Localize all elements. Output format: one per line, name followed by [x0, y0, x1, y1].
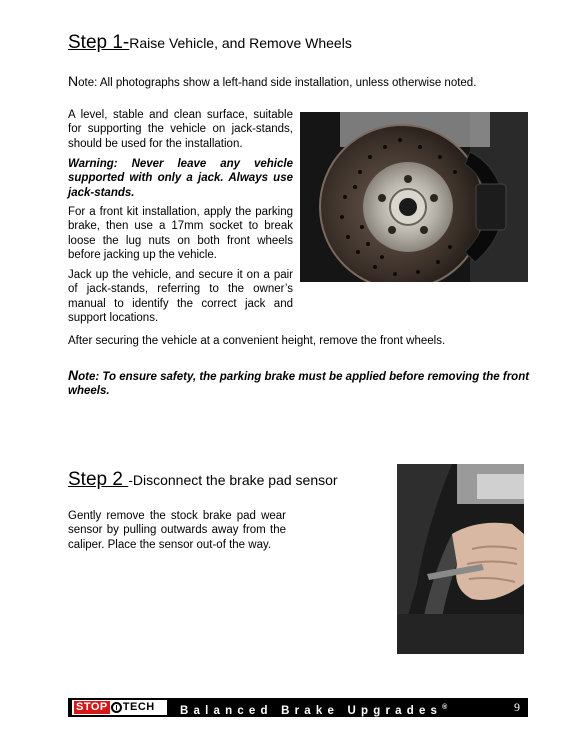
- step1-paragraph-2: For a front kit installation, apply the parking brake, then use a 17mm socket to break loose the lug nuts on both front wheels before jacking up the vehicle.: [68, 206, 293, 261]
- step1-paragraph-1: A level, stable and clean surface, suitable for supporting the vehicle on jack-stands, should be used for the installation.: [68, 109, 293, 150]
- footer-tagline: [180, 700, 447, 719]
- note-initial: N: [68, 73, 79, 89]
- step1-number: Step 1-: [68, 32, 130, 53]
- footer-bar: [68, 698, 528, 717]
- step2-title: -Disconnect the brake pad sensor: [128, 472, 338, 488]
- step2-heading: [68, 469, 338, 491]
- logo-tech: TECH: [122, 701, 155, 713]
- step1-paragraph-4: After securing the vehicle at a convenient height, remove the front wheels.: [68, 335, 446, 347]
- page-number: 9: [514, 700, 520, 714]
- step1-note-2: [68, 368, 533, 399]
- brake-rotor-illustration: [300, 112, 528, 282]
- step1-note: [68, 74, 476, 90]
- step1-paragraph-3: Jack up the vehicle, and secure it on a pair of jack-stands, referring to the owner’s manual to identify the correct jack and support locations.: [68, 269, 293, 324]
- step1-title: Raise Vehicle, and Remove Wheels: [129, 35, 352, 51]
- brake-sensor-photo: [397, 464, 524, 654]
- tagline-text: Balanced Brake Upgrades: [180, 704, 443, 717]
- note2-text: ote: To ensure safety, the parking brake must be applied before removing the front wheels.: [68, 371, 530, 398]
- note2-initial: N: [68, 367, 79, 383]
- note-text: ote: All photographs show a left-hand side installation, unless otherwise noted.: [78, 77, 477, 89]
- logo-stop: STOP: [76, 701, 108, 713]
- stoptech-logo: [72, 700, 167, 715]
- brake-sensor-illustration: [397, 464, 524, 654]
- logo-circle-icon: [111, 702, 122, 713]
- step2-number: Step 2: [68, 469, 129, 490]
- registered-mark: ®: [442, 704, 448, 711]
- brake-rotor-photo: [300, 112, 528, 282]
- step1-warning: Warning: Never leave any vehicle supported with only a jack. Always use jack-stands.: [68, 158, 293, 199]
- step1-heading: [68, 32, 352, 54]
- step2-paragraph-1: Gently remove the stock brake pad wear sensor by pulling outwards away from the caliper. Place the sensor out-of the way.: [68, 510, 286, 551]
